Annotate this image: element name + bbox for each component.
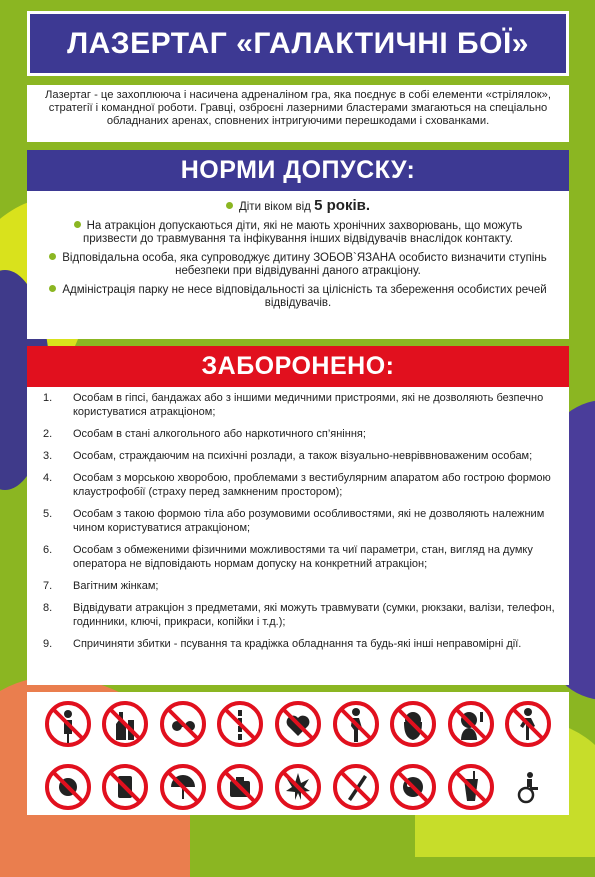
list-item: [43, 579, 557, 593]
disabled-access-restricted-icon: [504, 763, 552, 816]
item-number: 2.: [43, 428, 53, 440]
item-number: 3.: [43, 450, 53, 462]
bullet-icon: [226, 202, 233, 209]
item-text: Особам в стані алкогольного або наркотичного сп’яніння;: [73, 428, 366, 440]
item-text: Особам з такою формою тіла або розумовими особливостями, які не дозволяють належним чином користуватися атракціоном;: [73, 508, 545, 534]
list-item: [43, 601, 557, 629]
norm-text: Відповідальна особа, яка супроводжує дитину ЗОБОВ`ЯЗАНА особисто визначити ступінь небезпеки при відвідуванні даного атракціону.: [62, 251, 547, 277]
no-spine-problems-icon: [216, 700, 264, 753]
norm-age-text: Діти віком від: [238, 201, 311, 213]
list-item: [43, 637, 557, 651]
title-banner: [27, 11, 569, 76]
item-text: Вагітним жінкам;: [73, 580, 159, 592]
no-long-hair-icon: [389, 700, 437, 753]
norm-item: [49, 220, 547, 247]
list-item: [43, 543, 557, 571]
item-text: Відвідувати атракціон з предметами, які можуть травмувати (сумки, рюкзаки, валізи, телефон, годинники, ключі, прикраси, копійки і т.д.);: [73, 602, 555, 628]
no-phone-icon: [101, 763, 149, 816]
no-bags-icon: [216, 763, 264, 816]
no-food-drinks-icon: [447, 763, 495, 816]
prohibition-icons: [27, 692, 569, 815]
no-sharp-objects-icon: [332, 763, 380, 816]
forbidden-list: [27, 387, 569, 685]
list-item: [43, 427, 557, 441]
no-alcohol-icon: [101, 700, 149, 753]
item-text: Особам в гіпсі, бандажах або з іншими медичними пристроями, які не дозволяють безпечно користуватися атракціоном;: [73, 392, 544, 418]
item-number: 7.: [43, 580, 53, 592]
no-injured-person-icon: [44, 700, 92, 753]
no-umbrella-icon: [159, 763, 207, 816]
item-number: 6.: [43, 544, 53, 556]
intro-text: Лазертаг - це захоплююча і насичена адреналіном гра, яка поєднує в собі елементи «стрілялок», стратегії і командної роботи. Гравці, озброєні лазерними бластерами змагаються на спеціально обладнаних аренах, сповнених інтригуючими перешкодами і схованками.: [27, 85, 569, 142]
list-item: [43, 391, 557, 419]
item-number: 8.: [43, 602, 53, 614]
bullet-icon: [49, 253, 56, 260]
norms-section: [27, 191, 569, 339]
no-watch-icon: [44, 763, 92, 816]
norm-age-value: 5 років.: [314, 197, 371, 214]
norm-item: [49, 284, 547, 311]
bullet-icon: [49, 285, 56, 292]
item-number: 4.: [43, 472, 53, 484]
no-vandalism-icon: [504, 700, 552, 753]
list-item: [43, 507, 557, 535]
norm-item: [49, 252, 547, 279]
no-dirty-clothes-icon: [389, 763, 437, 816]
item-number: 9.: [43, 638, 53, 650]
item-text: Особам з морською хворобою, проблемами з вестибулярним апаратом або гострою формою клаустрофобії (страху перед замкненим простором);: [73, 472, 551, 498]
list-item: [43, 471, 557, 499]
list-item: [43, 449, 557, 463]
item-text: Особам, страждаючим на психічні розлади, а також візуально-невріввноваженим особам;: [73, 450, 533, 462]
bullet-icon: [74, 221, 81, 228]
no-heart-problems-icon: [274, 700, 322, 753]
no-glasses-icon: [159, 700, 207, 753]
norm-item: [49, 199, 547, 215]
norms-heading: НОРМИ ДОПУСКУ:: [27, 150, 569, 191]
item-number: 1.: [43, 392, 53, 404]
page-title: ЛАЗЕРТАГ «ГАЛАКТИЧНІ БОЇ»: [67, 26, 529, 60]
norm-text: Адміністрація парку не несе відповідальності за цілісність та збереження особистих речей відвідувачів.: [62, 283, 547, 309]
no-pregnant-icon: [332, 700, 380, 753]
no-drugs-icon: [274, 763, 322, 816]
item-text: Особам з обмеженими фізичними можливостями та чиї параметри, стан, вигляд на думку оператора не відповідають нормам допуску на конкретний атракціон;: [73, 544, 533, 570]
norm-text: На атракціон допускаються діти, які не мають хронічних захворювань, що можуть призвести до травмування та інфікування інших відвідувачів внаслідок контакту.: [83, 219, 523, 245]
no-mental-disorder-icon: [447, 700, 495, 753]
forbidden-heading: ЗАБОРОНЕНО:: [27, 346, 569, 387]
item-number: 5.: [43, 508, 53, 520]
item-text: Спричиняти збитки - псування та крадіжка обладнання та будь-які інші неправомірні дії.: [73, 638, 522, 650]
